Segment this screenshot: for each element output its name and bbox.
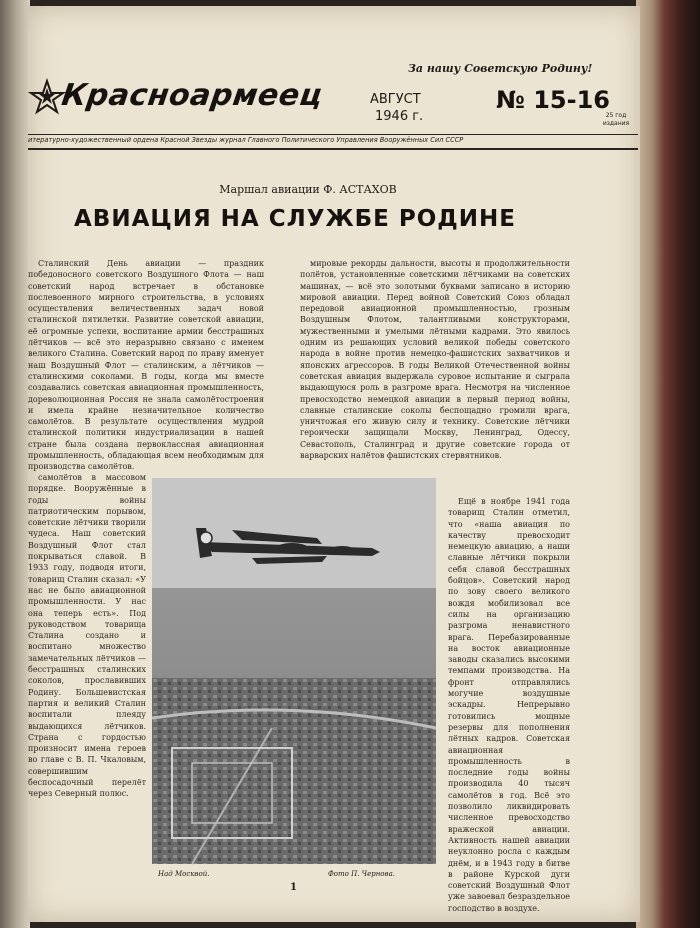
text-column-4 [448,496,570,913]
magazine-logo: Красноармеец [59,78,325,113]
masthead [28,6,640,156]
masthead-rule-top [28,134,638,135]
article-author: Маршал авиации Ф. АСТАХОВ [219,183,397,196]
issue-number: № 15-16 [496,86,610,114]
text-column-2 [300,258,570,492]
masthead-subtitle: итературно-художественный ордена Красной Звезды журнал Главного Политического Управления Вооружённых Сил СССР [28,136,464,144]
paragraph: Ещё в ноябре 1941 года товарищ Сталин отметил, что «наша авиация по качеству превосходит немецкую авиацию, а наши славные лётчики покрыли себя славой бесстрашных бойцов». Советский народ по зову своего великого вождя мобилизовал все силы на организацию разгрома ненавистного врага. Перебазированные на восток авиационные заводы сказались высокими темпами производства. На фронт отправлялись могучие воздушные эскадры. Непрерывно готовились мощные резервы для пополнения лётных кадров. Советская авиационная промышленность в последние годы войны производила 40 тысяч самолётов в год. Всё это позволило ликвидировать численное превосходство вражеской авиации. Активность нашей авиации неуклонно росла с каждым днём, и в 1943 году в битве в районе Курской дуги советский Воздушный Флот уже завоевал безраздельное господство в воздухе. [448,497,570,913]
article-title: АВИАЦИЯ НА СЛУЖБЕ РОДИНЕ [74,206,516,232]
year-of-publication: 25 год издания [602,112,630,127]
photo-credit: Фото П. Чернова. [328,870,395,878]
text-column-3 [28,472,146,892]
aerial-photo [152,478,436,864]
text-column-1 [28,258,264,472]
paragraph: самолётов в массовом порядке. Вооружённые в годы войны патриотическим порывом, советские лётчики творили чудеса. Наш советский Воздушный Флот стал покрываться славой. В 1933 году, подводя итоги, товарищ Сталин сказал: «У нас не было авиационной промышленности. У нас она теперь есть». Под руководством товарища Сталина создано и воспитано множество замечательных лётчиков — бесстрашных сталинских соколов, прославивших Родину. Большевистская партия и великий Сталин воспитали плеяду выдающихся лётчиков. Страна с гордостью произносит имена героев во главе с В. П. Чкаловым, совершившим беспосадочный перелёт через Северный полюс. [28,473,146,799]
masthead-rule-bottom [28,148,638,150]
magazine-page [28,6,640,922]
red-star-icon [30,80,64,114]
paragraph: Сталинский День авиации — праздник победоносного советского Воздушного Флота — наш советский народ встречает в обстановке послевоенного мирного строительства, в условиях осуществления величественных задач новой сталинской пятилетки. Развитие советской авиации, её огромные успехи, воспитание армии бесстрашных лётчиков — всё это неразрывно связано с именем великого Сталина. Советский народ по праву именует наш Воздушный Флот — сталинским, а лётчиков — сталинскими соколами. В годы, когда мы вместе создавались советская авиационная промышленность, дореволюционная Россия не знала самолётостроения и имела крайне незначительное количество самолётов. В результате осуществления мудрой сталинской политики индустриализации в нашей стране была создана первоклассная авиационная промышленность, обладающая всем необходимым для производства самолётов. [28,259,264,472]
issue-month: АВГУСТ [370,92,421,107]
photo-caption: Над Москвой. [158,870,210,878]
book-spine [636,0,700,928]
adjacent-page-edge [0,0,30,928]
issue-year: 1946 г. [375,109,424,124]
page-number: 1 [290,882,297,893]
slogan: За нашу Советскую Родину! [408,62,593,75]
paragraph: мировые рекорды дальности, высоты и продолжительности полётов, установленные советскими лётчиками на советских машинах, — всё это золотыми буквами записано в историю мировой авиации. Перед войной Советский Союз обладал передовой авиационной промышленностью, грозным Воздушным Флотом, талантливыми конструкторами, мужественными и умелыми лётными кадрами. Это явилось одним из решающих условий великой победы советского народа в войне против немецко-фашистских захватчиков и японских агрессоров. В годы Великой Отечественной войны советская авиация выдержала суровое испытание и сыграла выдающуюся роль в разгроме врага. Несмотря на численное превосходство немецкой авиации в первый период войны, славные сталинские соколы беспощадно громили врага, уничтожая его живую силу и технику. Советские лётчики героически защищали Москву, Ленинград, Одессу, Севастополь, Сталинград и другие советские города от варварских налётов фашистских стервятников. [300,259,570,461]
